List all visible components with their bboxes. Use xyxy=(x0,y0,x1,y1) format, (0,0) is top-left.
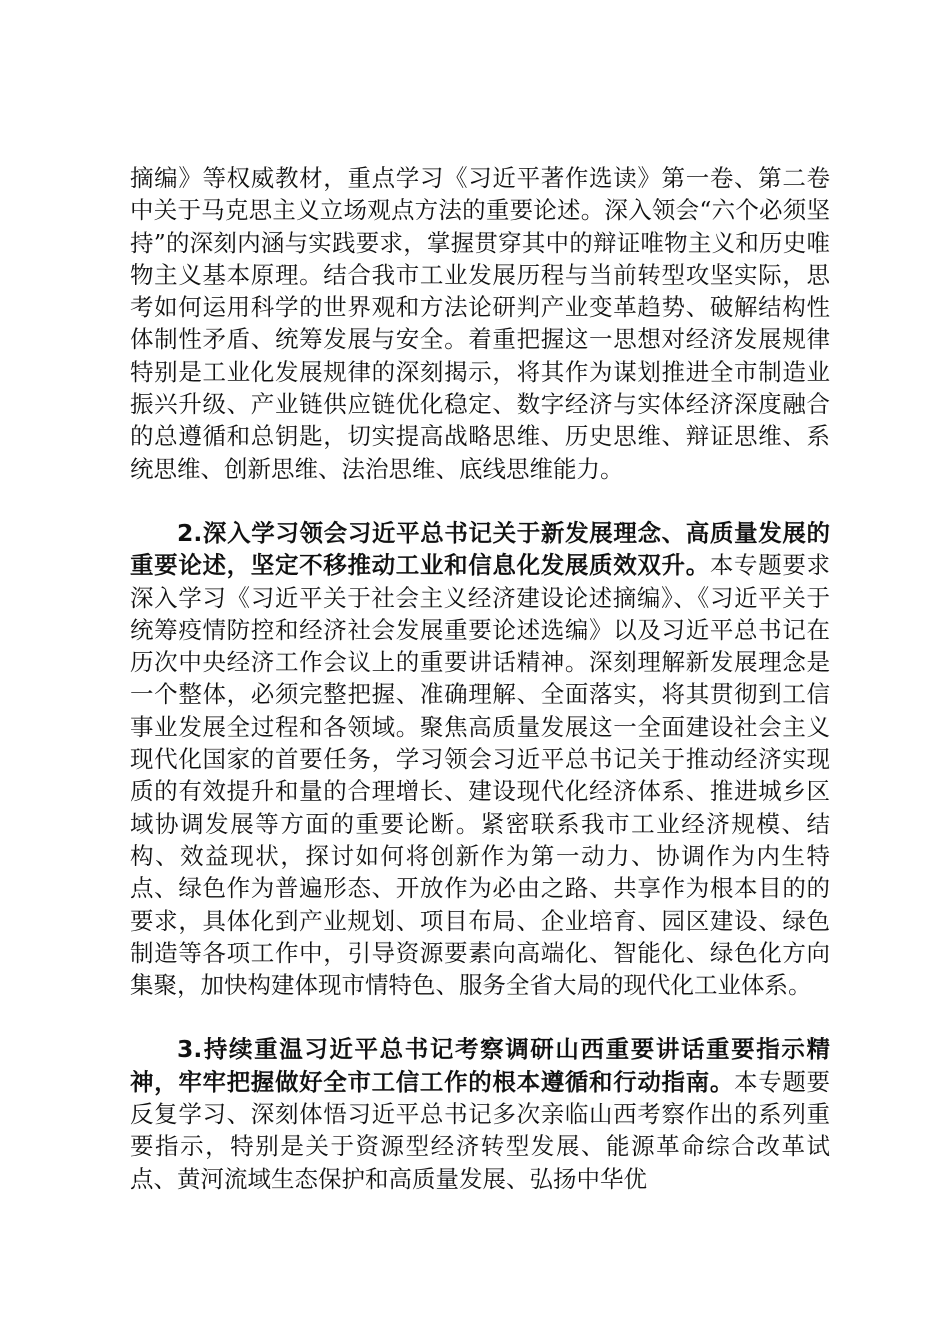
paragraph-2 xyxy=(130,517,830,1001)
section-2-heading: 2.深入学习领会习近平总书记关于新发展理念、高质量发展的重要论述，坚定不移推动工业和信息化发展质效双升。 xyxy=(130,518,830,580)
paragraph-gap xyxy=(130,1001,830,1033)
paragraph-1 xyxy=(130,162,830,485)
paragraph-3 xyxy=(130,1033,830,1194)
section-3-heading: 3.持续重温习近平总书记考察调研山西重要讲话重要指示精神，牢牢把握做好全市工信工作的根本遵循和行动指南。 xyxy=(130,1035,830,1096)
paragraph-1-body: 摘编》等权威教材，重点学习《习近平著作选读》第一卷、第二卷中关于马克思主义立场观点方法的重要论述。深入领会“六个必须坚持”的深刻内涵与实践要求，掌握贯穿其中的辩证唯物主义和历史唯物主义基本原理。结合我市工业发展历程与当前转型攻坚实际，思考如何运用科学的世界观和方法论研判产业变革趋势、破解结构性体制性矛盾、统筹发展与安全。着重把握这一思想对经济发展规律特别是工业化发展规律的深刻揭示，将其作为谋划推进全市制造业振兴升级、产业链供应链优化稳定、数字经济与实体经济深度融合的总遵循和总钥匙，切实提高战略思维、历史思维、辩证思维、系统思维、创新思维、法治思维、底线思维能力。 xyxy=(130,164,830,483)
paragraph-gap xyxy=(130,485,830,517)
paragraph-2-body: 本专题要求深入学习《习近平关于社会主义经济建设论述摘编》、《习近平关于统筹疫情防控和经济社会发展重要论述选编》以及习近平总书记在历次中央经济工作会议上的重要讲话精神。深刻理解新发展理念是一个整体，必须完整把握、准确理解、全面落实，将其贯彻到工信事业发展全过程和各领域。聚焦高质量发展这一全面建设社会主义现代化国家的首要任务，学习领会习近平总书记关于推动经济实现质的有效提升和量的合理增长、建设现代化经济体系、推进城乡区域协调发展等方面的重要论断。紧密联系我市工业经济规模、结构、效益现状，探讨如何将创新作为第一动力、协调作为内生特点、绿色作为普遍形态、开放作为必由之路、共享作为根本目的的要求，具体化到产业规划、项目布局、企业培育、园区建设、绿色制造等各项工作中，引导资源要素向高端化、智能化、绿色化方向集聚，加快构建体现市情特色、服务全省大局的现代化工业体系。 xyxy=(130,551,831,1000)
paragraph-3-body: 本专题要反复学习、深刻体悟习近平总书记多次亲临山西考察作出的系列重要指示，特别是关于资源型经济转型发展、能源革命综合改革试点、黄河流域生态保护和高质量发展、弘扬中华优 xyxy=(130,1067,831,1193)
document-page xyxy=(130,162,830,1195)
